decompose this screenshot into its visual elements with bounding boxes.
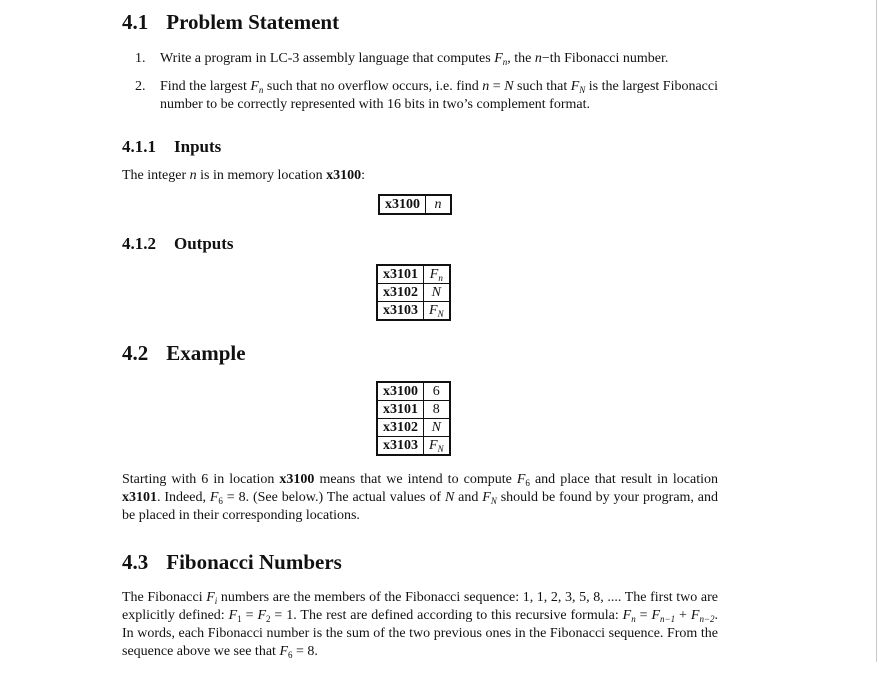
text: . In words, each Fibonacci number is the sum of the two previous ones in the Fibonacci sequence. From the sequence above we see that [122, 608, 719, 659]
value-cell: n [426, 195, 452, 214]
math-var: N [504, 79, 514, 94]
table-row [377, 284, 450, 302]
text: and place that result in location [529, 472, 718, 487]
list-item [135, 50, 720, 68]
text: = 1. The rest are defined according to this recursive formula: [270, 608, 623, 623]
address-cell: x3100 [379, 195, 426, 214]
math-var: N [444, 490, 455, 505]
table-row [377, 302, 450, 321]
math-sub: n [502, 57, 508, 67]
text: −th Fibonacci number. [541, 51, 669, 66]
section-number: 4.1.1 [122, 137, 156, 156]
address-cell: x3103 [377, 437, 424, 456]
math-var: F [257, 608, 266, 623]
table-row [377, 401, 450, 419]
math-sub: N [490, 496, 497, 506]
table-row [377, 382, 450, 401]
math-sub: 1 [237, 614, 242, 624]
math-var: F [651, 608, 661, 623]
section-title: Fibonacci Numbers [166, 550, 342, 574]
value-cell [424, 265, 450, 284]
math-sub: n−2 [699, 614, 715, 624]
math-var: n [534, 51, 542, 66]
problem-list [135, 50, 720, 124]
math-var: F [250, 79, 259, 94]
math-sub: 6 [218, 496, 223, 506]
section-heading-4-1-1 [122, 137, 221, 157]
text: Write a program in LC-3 assembly language that computes [160, 51, 495, 66]
text: = [489, 79, 505, 94]
text: = [635, 608, 652, 623]
text: The Fibonacci [122, 590, 207, 605]
address-cell: x3102 [377, 284, 424, 302]
math-var: F [482, 490, 491, 505]
section-number: 4.3 [122, 550, 149, 574]
section-heading-4-1-2 [122, 234, 234, 254]
text: means that we intend to compute [314, 472, 517, 487]
section-heading-4-1 [122, 10, 339, 35]
math-var: F [622, 608, 632, 623]
text: such that no overflow occurs, i.e. find [263, 79, 483, 94]
section-title: Outputs [174, 234, 234, 253]
text: = 8. (See below.) The actual values of [222, 490, 445, 505]
list-marker: 2. [135, 79, 146, 94]
math-var: F [690, 608, 700, 623]
math-sub: 6 [525, 478, 530, 488]
math-var: N [431, 285, 441, 300]
memory-location: x3100 [279, 472, 315, 487]
table-row [377, 437, 450, 456]
list-item [135, 78, 720, 114]
value-cell [424, 284, 450, 302]
math-sub: n [631, 614, 636, 624]
math-var: F [279, 644, 288, 659]
section-title: Problem Statement [166, 10, 340, 34]
address-cell: x3101 [377, 401, 424, 419]
text: such that [513, 79, 571, 94]
math-var: N [431, 420, 441, 435]
math-sub: N [579, 85, 586, 95]
section-heading-4-3 [122, 550, 342, 575]
section-number: 4.1.2 [122, 234, 156, 253]
table-row [377, 265, 450, 284]
math-sub: 6 [288, 650, 293, 660]
text: The integer [122, 168, 190, 183]
text: is the largest Fibonacci number to be correctly represented with 16 bits in two’s complement format. [160, 79, 718, 112]
math-sub: N [437, 309, 444, 319]
value-cell [424, 437, 450, 456]
value-cell: 8 [424, 401, 450, 419]
table-row [377, 419, 450, 437]
text: = 8. [292, 644, 318, 659]
address-cell: x3102 [377, 419, 424, 437]
section-number: 4.1 [122, 10, 149, 34]
example-memory-table [376, 381, 451, 456]
outputs-memory-table [376, 264, 451, 321]
section-number: 4.2 [122, 341, 149, 365]
math-sub: N [437, 444, 444, 454]
text: numbers are the members of the Fibonacci sequence: 1, 1, 2, 3, 5, 8, .... The first two are explicitly defined: [122, 590, 718, 623]
text: = [241, 608, 258, 623]
text: + [675, 608, 691, 623]
math-var: F [429, 267, 439, 282]
inputs-memory-table [378, 194, 452, 215]
text: Starting with 6 in location [122, 472, 280, 487]
text: . Indeed, [157, 490, 210, 505]
math-sub: n−1 [660, 614, 676, 624]
page-edge-rule [876, 0, 877, 662]
example-paragraph [122, 471, 718, 525]
memory-location: x3101 [122, 490, 157, 505]
text: and [454, 490, 483, 505]
math-sub: n [438, 273, 443, 283]
text: : [361, 168, 366, 183]
text: , the [507, 51, 535, 66]
math-var: F [228, 608, 238, 623]
value-cell: 6 [424, 382, 450, 401]
math-var: F [429, 438, 438, 453]
math-var: n [189, 168, 197, 183]
section-heading-4-2 [122, 341, 246, 366]
section-title: Example [166, 341, 246, 365]
math-var: F [516, 472, 526, 487]
text: Find the largest [160, 79, 251, 94]
math-var: F [206, 590, 215, 605]
math-sub: n [258, 85, 264, 95]
value-cell [424, 302, 450, 321]
math-var: F [494, 51, 503, 66]
text: is in memory location [196, 168, 327, 183]
text: should be found by your program, and be placed in their corresponding locations. [122, 490, 719, 523]
fibonacci-paragraph [122, 589, 718, 661]
list-marker: 1. [135, 51, 146, 66]
math-sub: i [214, 596, 218, 606]
math-sub: 2 [266, 614, 271, 624]
math-var: n [482, 79, 490, 94]
table-row [379, 195, 451, 214]
address-cell: x3101 [377, 265, 424, 284]
value-cell [424, 419, 450, 437]
section-title: Inputs [174, 137, 222, 156]
memory-location: x3100 [326, 168, 362, 183]
address-cell: x3103 [377, 302, 424, 321]
math-var: F [209, 490, 219, 505]
math-var: F [429, 303, 438, 318]
address-cell: x3100 [377, 382, 424, 401]
math-var: F [570, 79, 580, 94]
inputs-paragraph [122, 167, 718, 185]
